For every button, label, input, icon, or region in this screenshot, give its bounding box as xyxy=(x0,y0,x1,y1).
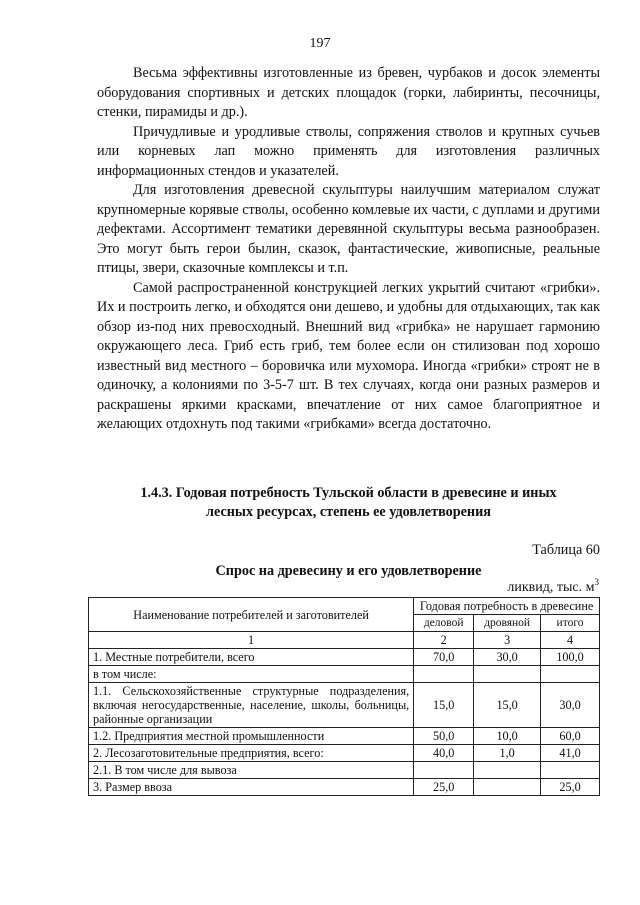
row-total: 25,0 xyxy=(541,779,600,796)
row-firewood: 1,0 xyxy=(474,745,541,762)
table-label: Таблица 60 xyxy=(532,542,600,558)
row-total xyxy=(541,666,600,683)
section-title-line2: лесных ресурсах, степень ее удовлетворения xyxy=(206,504,491,520)
table-row xyxy=(89,649,600,666)
row-total: 100,0 xyxy=(541,649,600,666)
header-group: Годовая потребность в древесине xyxy=(414,598,600,615)
header-business: деловой xyxy=(414,615,474,632)
row-business: 15,0 xyxy=(414,683,474,728)
row-business xyxy=(414,762,474,779)
paragraph: Самой распространенной конструкцией легких укрытий считают «грибки». Их и построить легко, и обходятся они дешево, и удобны для отдыхающих, так как обзор из-под них превосходный. Внешний вид «грибка» не нарушает гармонию окружающего леса. Гриб есть гриб, тем более если он стилизован под хорошо известный вид местного – боровичка или мухомора. Иногда «грибки» строят не в одиночку, а колониями по 3-5-7 шт. В тех случаях, когда они разных размеров и раскрашены яркими красками, впечатление от них самое благоприятное и желающих отдохнуть под такими «грибками» всегда достаточно. xyxy=(97,279,600,432)
row-firewood xyxy=(474,762,541,779)
col-number: 1 xyxy=(89,632,414,649)
row-firewood: 15,0 xyxy=(474,683,541,728)
row-total: 41,0 xyxy=(541,745,600,762)
table-row xyxy=(89,683,600,728)
row-business: 50,0 xyxy=(414,728,474,745)
row-name: 1. Местные потребители, всего xyxy=(89,649,414,666)
row-total: 30,0 xyxy=(541,683,600,728)
body-text xyxy=(97,64,600,435)
row-name: 2. Лесозаготовительные предприятия, всего: xyxy=(89,745,414,762)
table-title: Спрос на древесину и его удовлетворение xyxy=(215,563,482,579)
table-header-row xyxy=(89,598,600,615)
section-title xyxy=(97,484,600,522)
table-row xyxy=(89,728,600,745)
table-row xyxy=(89,666,600,683)
col-number: 3 xyxy=(474,632,541,649)
paragraph: Для изготовления древесной скульптуры наилучшим материалом служат крупномерные корявые стволы, особенно комлевые их части, с дуплами и другими дефектами. Ассортимент тематики деревянной скульптуры весьма разнообразен. Это могут быть герои былин, сказок, фантастические, живописные, реальные птицы, звери, сказочные комплексы и т.п. xyxy=(97,182,600,276)
col-number: 2 xyxy=(414,632,474,649)
row-name: в том числе: xyxy=(89,666,414,683)
row-name: 2.1. В том числе для вывоза xyxy=(89,762,414,779)
row-business xyxy=(414,666,474,683)
row-firewood: 30,0 xyxy=(474,649,541,666)
unit-superscript: 3 xyxy=(594,577,599,587)
section-title-line1: 1.4.3. Годовая потребность Тульской области в древесине и иных xyxy=(140,485,557,501)
col-number: 4 xyxy=(541,632,600,649)
row-business: 70,0 xyxy=(414,649,474,666)
row-firewood: 10,0 xyxy=(474,728,541,745)
row-firewood xyxy=(474,779,541,796)
paragraph: Весьма эффективны изготовленные из бревен, чурбаков и досок элементы оборудования спортивных и детских площадок (горки, лабиринты, песочницы, стенки, пирамиды и др.). xyxy=(97,65,600,120)
row-name: 1.1. Сельскохозяйственные структурные подразделения, включая негосударственные, население, школы, больницы, районные организации xyxy=(89,683,414,728)
paragraph: Причудливые и уродливые стволы, сопряжения стволов и крупных сучьев или корневых лап можно применять для изготовления различных информационных стендов и указателей. xyxy=(97,123,600,179)
row-name: 1.2. Предприятия местной промышленности xyxy=(89,728,414,745)
header-total: итого xyxy=(541,615,600,632)
page-number: 197 xyxy=(309,36,331,51)
table-row xyxy=(89,745,600,762)
row-business: 25,0 xyxy=(414,779,474,796)
demand-table xyxy=(88,597,600,796)
row-business: 40,0 xyxy=(414,745,474,762)
header-firewood: дровяной xyxy=(474,615,541,632)
row-name: 3. Размер ввоза xyxy=(89,779,414,796)
row-total: 60,0 xyxy=(541,728,600,745)
table-number-row xyxy=(89,632,600,649)
unit-label xyxy=(97,577,599,596)
row-total xyxy=(541,762,600,779)
header-name: Наименование потребителей и заготовителей xyxy=(89,598,414,632)
table-row xyxy=(89,762,600,779)
table-row xyxy=(89,779,600,796)
unit-text: ликвид, тыс. м xyxy=(507,580,595,595)
row-firewood xyxy=(474,666,541,683)
